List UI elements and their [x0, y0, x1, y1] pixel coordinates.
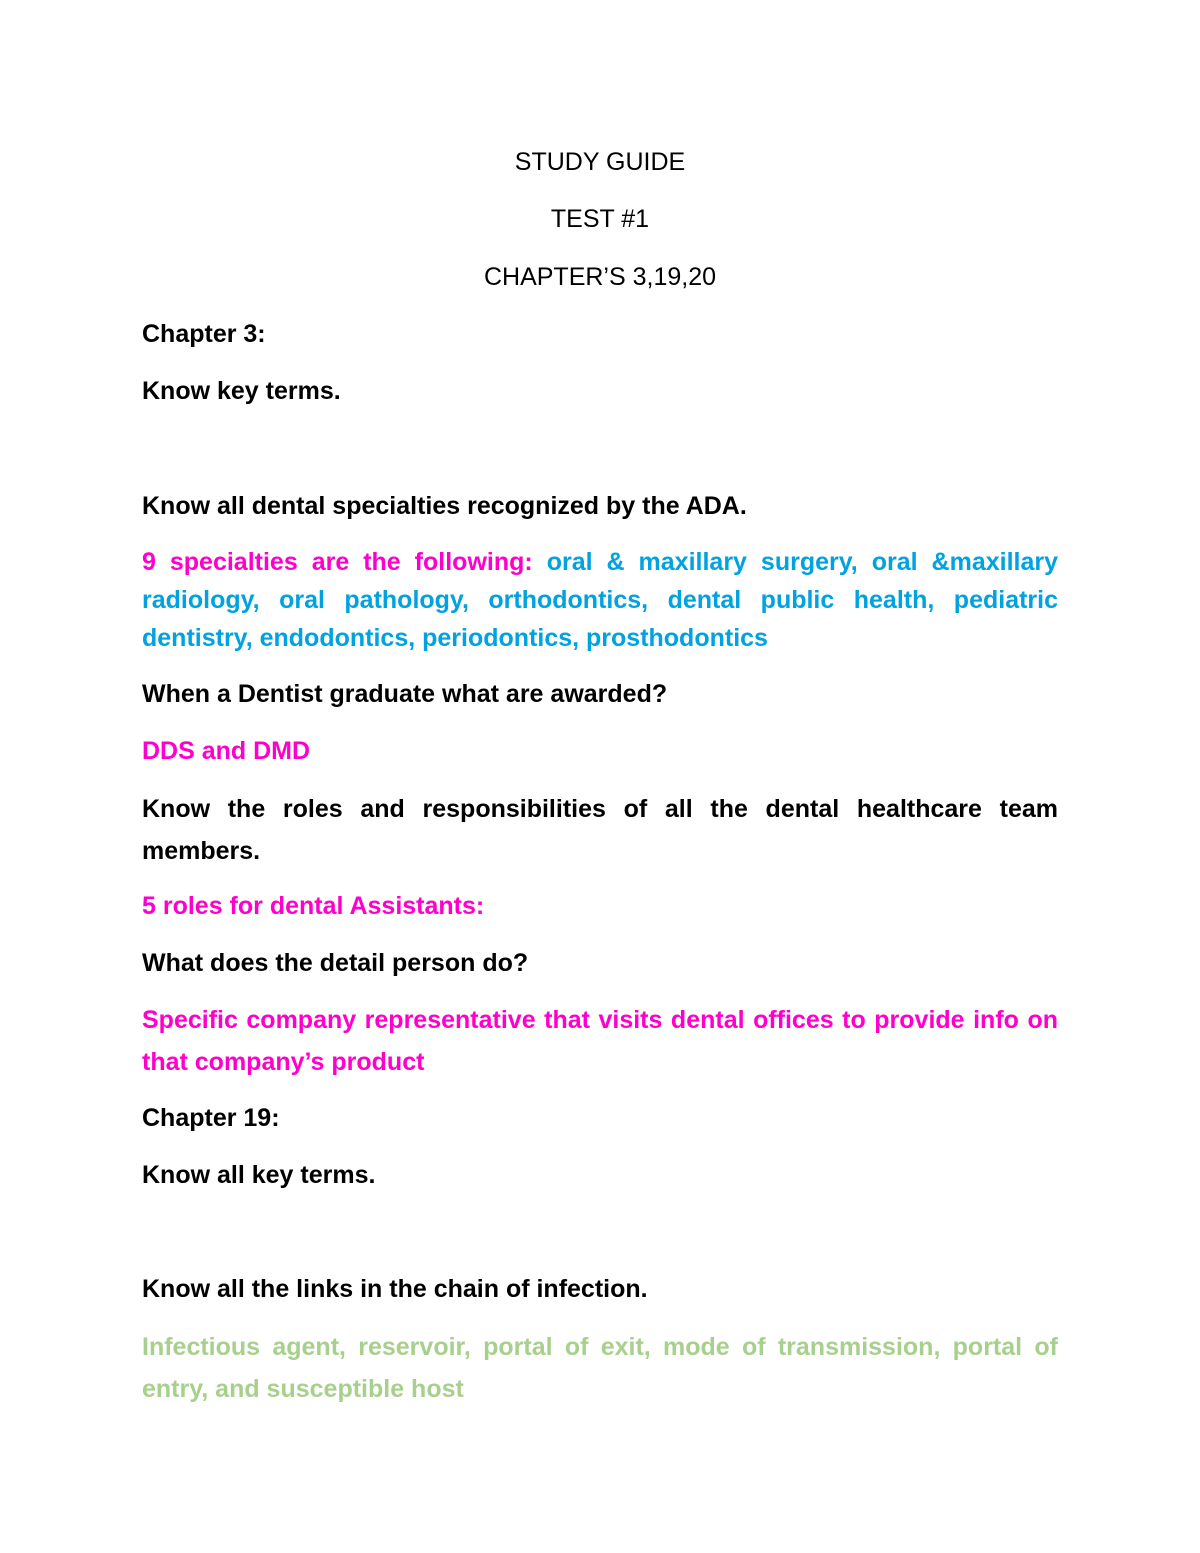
- specialties-prompt: Know all dental specialties recognized by the ADA.: [142, 492, 747, 520]
- chapters-line: CHAPTER’S 3,19,20: [483, 263, 717, 291]
- specialties-answer: [142, 543, 1058, 657]
- detail-question: What does the detail person do?: [142, 949, 529, 977]
- chapter-3-key-terms: Know key terms.: [142, 377, 341, 405]
- detail-answer: Specific company representative that visits dental offices to provide info on that company’s product: [142, 1006, 1058, 1076]
- chain-answer: Infectious agent, reservoir, portal of exit, mode of transmission, portal of entry, and susceptible host: [142, 1333, 1058, 1403]
- graduate-answer: DDS and DMD: [142, 737, 311, 765]
- assistant-roles: 5 roles for dental Assistants:: [142, 892, 485, 920]
- document-page: [142, 0, 1058, 1553]
- graduate-question: When a Dentist graduate what are awarded?: [142, 680, 668, 708]
- chapter-19-key-terms: Know all key terms.: [142, 1161, 376, 1189]
- chapter-19-heading: Chapter 19:: [142, 1104, 280, 1132]
- specialties-lead: 9 specialties are the following:: [142, 548, 533, 576]
- document-title: STUDY GUIDE: [514, 148, 686, 176]
- chain-prompt: Know all the links in the chain of infection.: [142, 1275, 648, 1303]
- roles-prompt: Know the roles and responsibilities of all the dental healthcare team members.: [142, 795, 1058, 865]
- test-number: TEST #1: [550, 205, 650, 233]
- specialties-list: oral & maxillary surgery, oral &maxillary radiology, oral pathology, orthodontics, dental public health, pediatric dentistry, endodontics, periodontics, prosthodontics: [142, 548, 1058, 652]
- chapter-3-heading: Chapter 3:: [142, 320, 266, 348]
